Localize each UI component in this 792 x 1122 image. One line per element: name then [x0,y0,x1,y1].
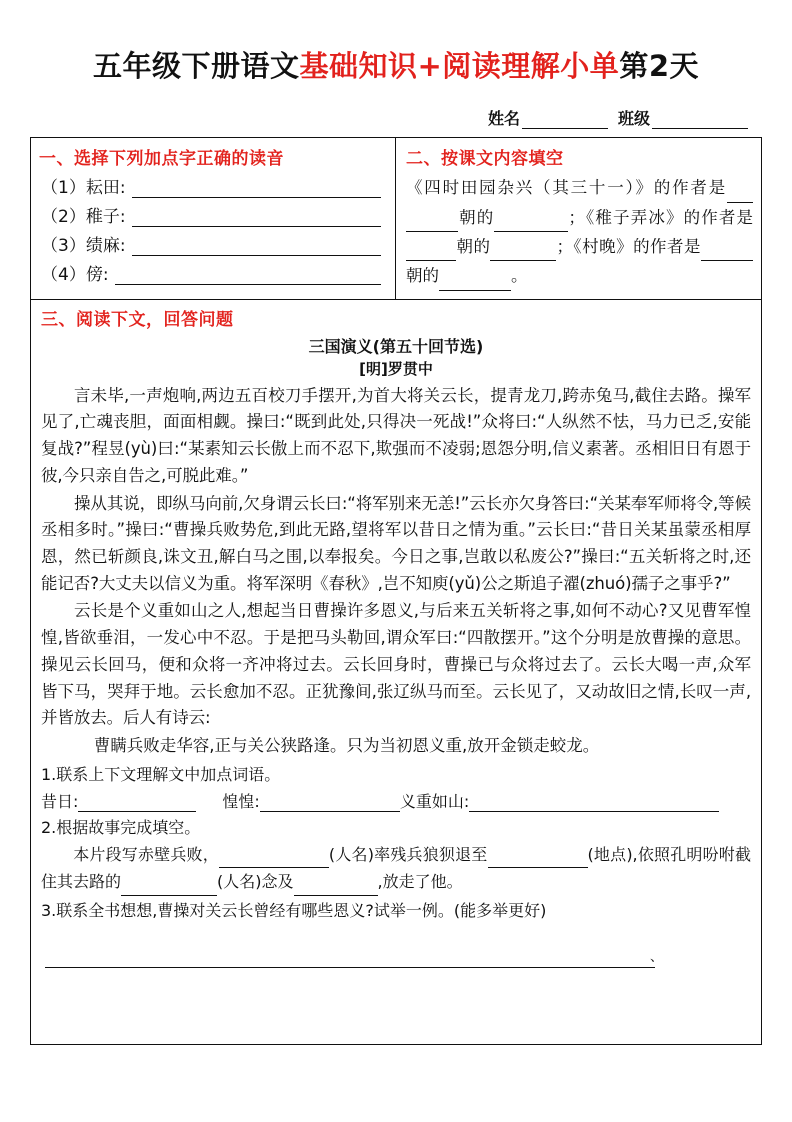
section-2-text-6: 朝的 [406,266,439,286]
section-2-blank-1b[interactable] [406,217,458,232]
answer-area-spacer [41,968,751,1034]
section-2-body [406,173,753,290]
section-2-blank-2[interactable] [494,217,568,232]
section-1-item-3-blank[interactable] [132,241,381,256]
question-2-text: 2.根据故事完成填空。 [41,817,201,837]
section-1-item-2-blank[interactable] [132,212,381,227]
section-1-item-1-label: （1）耘田: [41,178,126,199]
section-2-text-3: ；《稚子弄冰》的作者是 [568,207,754,227]
section-2-blank-5[interactable] [701,246,753,261]
section-2-cell [396,138,761,298]
section-1-heading: 一、选择下列加点字正确的读音 [39,149,284,170]
question-3-answer-line[interactable] [45,937,663,968]
section-2-text-5: ；《村晚》的作者是 [556,236,702,256]
name-field[interactable] [488,106,608,129]
section-1-item-2-label: （2）稚子: [41,207,126,228]
vocab-term-1-blank[interactable] [78,797,196,812]
vocab-term-2 [222,789,399,812]
section-1-item-3 [41,231,387,256]
question-2-text-2: (人名)率残兵狼狈退至 [328,844,488,864]
section-2-blank-1a[interactable] [727,188,753,203]
top-two-column-row [31,138,761,298]
vocab-term-2-blank[interactable] [260,797,400,812]
title-part-1: 五年级下册语文 [92,49,300,83]
section-1-item-1 [41,173,387,198]
section-2-text-2: 朝的 [458,207,495,227]
title-part-3: 第2天 [619,49,699,83]
question-2-text-1: 本片段写赤壁兵败， [73,844,219,864]
section-1-item-4 [41,260,387,285]
section-2-blank-4[interactable] [490,246,556,261]
question-2-text-4: (人名)念及 [217,872,294,892]
name-label: 姓名 [487,109,520,129]
section-1-item-3-label: （3）绩麻: [41,236,126,257]
vocab-term-3-blank[interactable] [469,797,719,812]
question-2-body [41,841,751,896]
section-1-item-4-blank[interactable] [115,270,381,285]
section-3-heading: 三、阅读下文，回答问题 [41,309,234,330]
passage-paragraph-1: 言未毕,一声炮响,两边五百校刀手摆开,为首大将关云长，提青龙刀,跨赤兔马,截住去路。操军见了,亡魂丧胆，面面相觑。操曰:“既到此处,只得决一死战!”众将曰:“人纵然不怯，马力已乏,安能复战?”程昱(yù)曰:“某素知云长傲上而不忍下,欺强而不凌弱;恩怨分明,信义素著。丞相旧日有恩于彼,今只亲自告之,可脱此难。” [41,385,751,485]
page-title [30,48,762,84]
question-2-text-3: (地点),依照孔明吩咐截住其去路的 [41,844,751,892]
vocab-term-3-label: 义重如山: [399,791,470,811]
class-label: 班级 [617,109,650,129]
class-input-line[interactable] [652,113,748,129]
section-2-text-7: 。 [511,266,528,286]
section-2-blank-3[interactable] [406,246,456,261]
question-2-blank-3[interactable] [121,881,217,896]
class-field[interactable] [618,106,748,129]
passage-paragraph-2: 操从其说，即纵马向前,欠身谓云长曰:“将军别来无恙!”云长亦欠身答曰:“关某奉军师将令,等候丞相多时。”操曰:“曹操兵败势危,到此无路,望将军以昔日之情为重。”云长曰:“昔日关某虽蒙丞相厚恩，然已斩颜良,诛文丑,解白马之围,以奉报矣。今日之事,岂敢以私废公?”操曰:“五关斩将之时,还能记否?大丈夫以信义为重。将军深明《春秋》,岂不知庾(yǔ)公之斯追子濯(zhuó)孺子之事乎?” [41,493,751,593]
name-input-line[interactable] [522,113,608,129]
vocab-term-1-label: 昔日: [41,791,79,811]
vocab-term-3 [400,789,719,812]
identity-row [30,106,748,129]
vocab-term-2-label: 惶惶: [222,791,260,811]
question-1-blanks [41,789,751,812]
section-1-item-1-blank[interactable] [132,183,381,198]
question-2-blank-2[interactable] [488,853,588,868]
passage-poem: 曹瞒兵败走华容,正与关公狭路逢。只为当初恩义重,放开金锁走蛟龙。 [93,736,600,756]
question-3-text: 3.联系全书想想,曹操对关云长曾经有哪些恩义?试举一例。(能多举更好) [41,900,547,920]
section-2-text-1: 《四时田园杂兴（其三十一）》的作者是 [406,178,727,198]
question-1-text: 1.联系上下文理解文中加点词语。 [41,764,281,784]
passage-title: 三国演义(第五十回节选) [308,336,484,356]
passage-paragraph-3: 云长是个义重如山之人,想起当日曹操许多恩义,与后来五关斩将之事,如何不动心?又见曹军惶惶,皆欲垂泪，一发心中不忍。于是把马头勒回,谓众军曰:“四散摆开。”这个分明是放曹操的意思。操见云长回马，便和众将一齐冲将过去。云长回身时，曹操已与众将过去了。云长大喝一声,众军皆下马，哭拜于地。云长愈加不忍。正犹豫间,张辽纵马而至。云长见了，又动故旧之情,长叹一声,并皆放去。后人有诗云: [41,601,751,728]
worksheet-frame [30,137,762,1045]
vocab-term-1 [41,789,196,812]
section-2-blank-6[interactable] [439,276,511,291]
title-part-2: 基础知识+阅读理解小单 [299,49,620,83]
question-2-blank-4[interactable] [294,881,378,896]
section-2-heading: 二、按课文内容填空 [406,149,564,170]
section-1-item-4-label: （4）傍: [41,265,109,286]
section-2-text-4: 朝的 [456,236,491,256]
section-3-cell [31,299,761,1044]
question-3-answer-mark: 、 [649,949,663,965]
section-1-cell [31,138,396,298]
question-2-text-5: ,放走了他。 [377,872,463,892]
passage-author: [明]罗贯中 [359,359,433,378]
section-1-item-2 [41,202,387,227]
question-2-blank-1[interactable] [219,853,329,868]
